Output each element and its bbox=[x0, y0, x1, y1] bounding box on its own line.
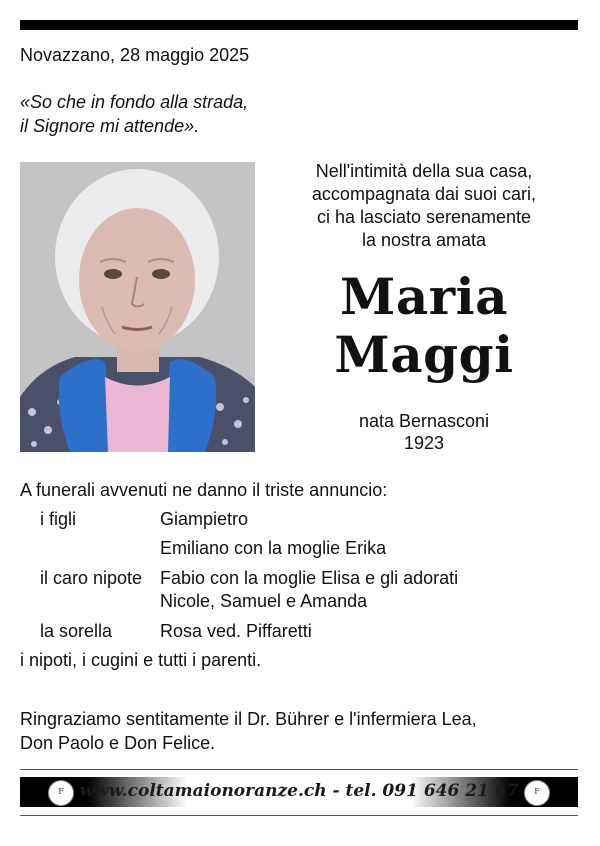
intro-line: ci ha lasciato serenamente bbox=[316, 207, 532, 227]
thanks-line: Ringraziamo sentitamente il Dr. Bührer e l'infermiera Lea, bbox=[20, 709, 477, 729]
family-names: Emiliano con la moglie Erika bbox=[160, 538, 387, 558]
footer-banner bbox=[20, 777, 578, 807]
quote bbox=[20, 90, 248, 138]
thanks bbox=[20, 707, 477, 755]
family-names: Nicole, Samuel e Amanda bbox=[160, 591, 368, 611]
birth-year: 1923 bbox=[403, 433, 445, 453]
seal-icon: F bbox=[524, 780, 550, 806]
family-names: Fabio con la moglie Elisa e gli adorati bbox=[160, 568, 459, 588]
thanks-line: Don Paolo e Don Felice. bbox=[20, 733, 216, 753]
announcement: A funerali avvenuti ne danno il triste annuncio: bbox=[20, 480, 388, 500]
portrait-photo bbox=[20, 162, 255, 452]
last-name: Maggi bbox=[334, 325, 514, 384]
intro-text bbox=[300, 160, 548, 252]
first-name: Maria bbox=[340, 267, 508, 326]
intro-line: la nostra amata bbox=[361, 230, 487, 250]
divider bbox=[20, 815, 578, 816]
family-relation: il caro nipote bbox=[40, 568, 143, 588]
family-names: Rosa ved. Piffaretti bbox=[160, 621, 312, 641]
divider bbox=[20, 769, 578, 770]
contact-info: www.coltamaionoranze.ch - tel. 091 646 21 67 bbox=[79, 781, 519, 801]
quote-line: il Signore mi attende». bbox=[20, 116, 200, 136]
place-date: Novazzano, 28 maggio 2025 bbox=[20, 45, 250, 65]
relatives-line: i nipoti, i cugini e tutti i parenti. bbox=[20, 650, 262, 670]
intro-line: accompagnata dai suoi cari, bbox=[311, 184, 537, 204]
birth-info bbox=[300, 410, 548, 454]
family-relation: i figli bbox=[40, 509, 77, 529]
family-names: Giampietro bbox=[160, 509, 249, 529]
family-relation: la sorella bbox=[40, 621, 113, 641]
quote-line: «So che in fondo alla strada, bbox=[20, 92, 249, 112]
deceased-name bbox=[300, 268, 548, 384]
seal-icon: F bbox=[48, 780, 74, 806]
intro-line: Nell'intimità della sua casa, bbox=[315, 161, 533, 181]
top-bar bbox=[20, 20, 578, 30]
maiden-name: nata Bernasconi bbox=[358, 411, 490, 431]
